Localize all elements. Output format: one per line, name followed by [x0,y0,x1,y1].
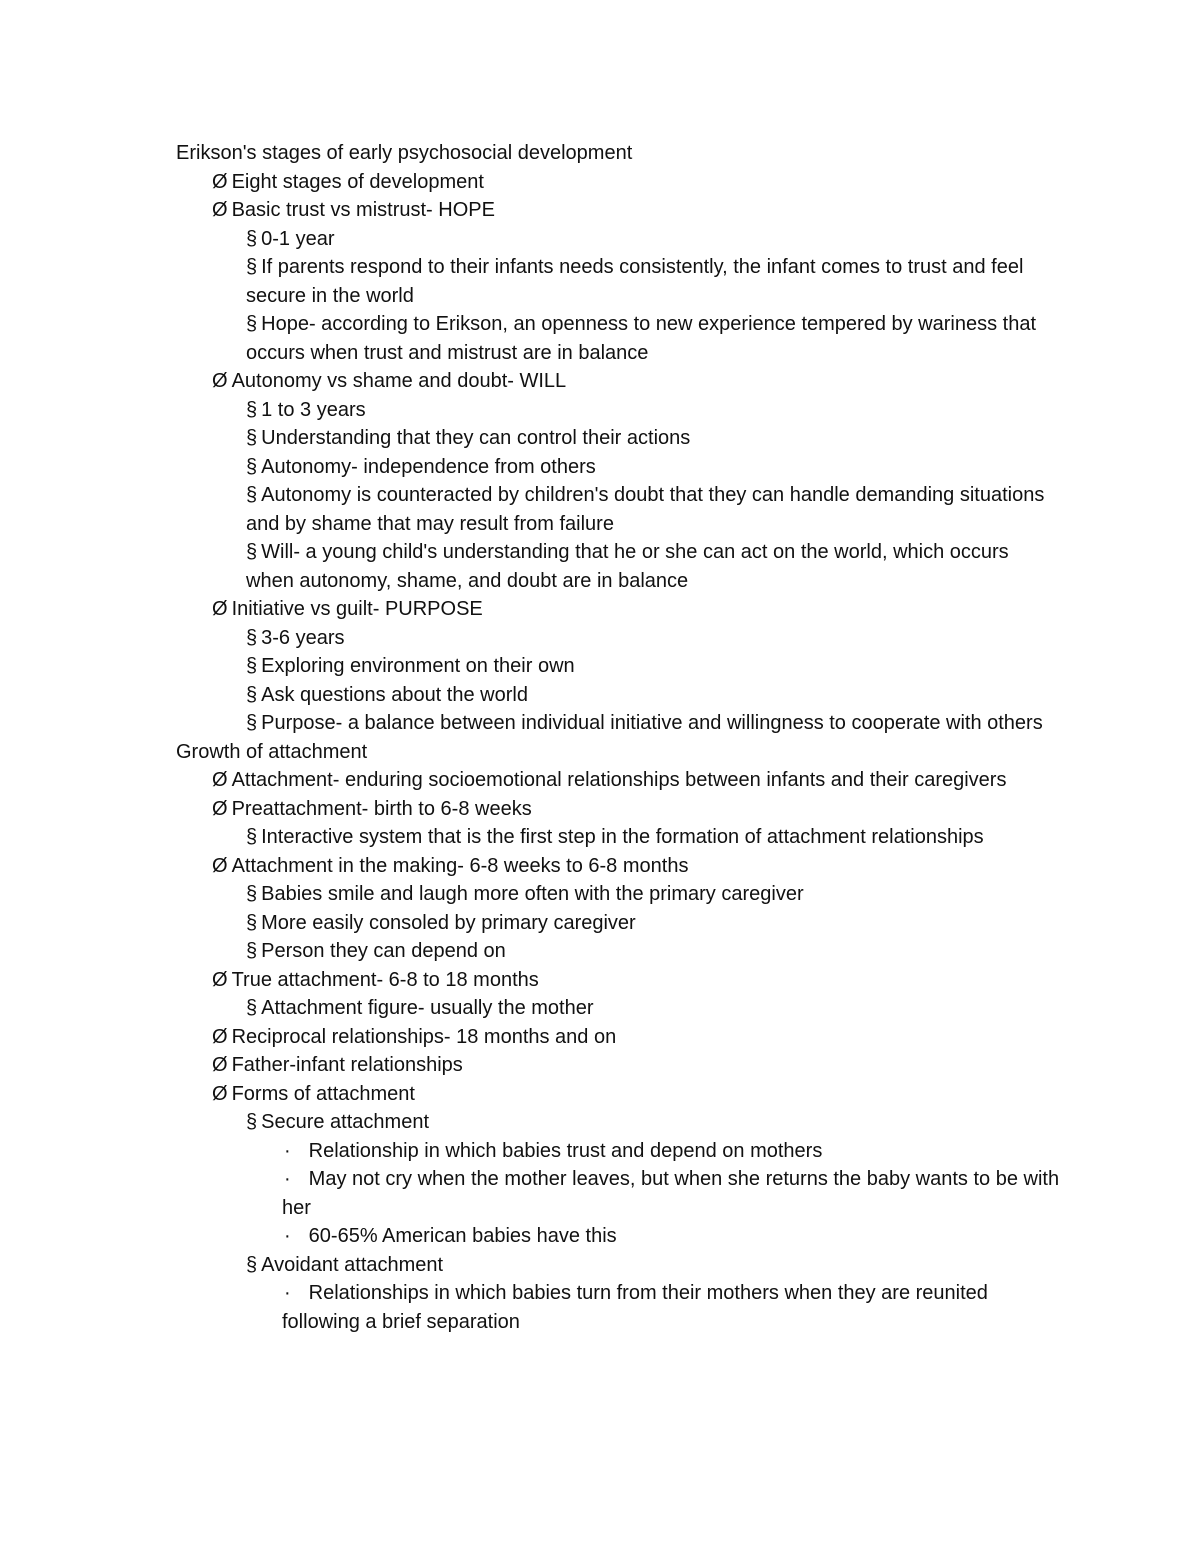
outline-item [246,994,1058,1023]
outline-item [246,424,1058,453]
section-bullet-icon: § [246,484,258,506]
outline-text: 0-1 year [261,227,335,250]
outline-item [246,880,1058,909]
outline-item [246,624,1058,653]
outline-item [246,310,1058,367]
outline-item [246,823,1058,852]
outline-item [212,1051,1062,1080]
outline-item [282,1137,1062,1166]
outline-item [246,937,1058,966]
outline-text: Father-infant relationships [231,1054,463,1076]
arrow-bullet-icon: Ø [212,797,228,820]
arrow-bullet-icon: Ø [212,854,228,877]
section-bullet-icon: § [246,826,258,848]
dot-bullet-icon: · [284,1225,291,1247]
section-bullet-icon: § [246,626,258,649]
section-heading [176,139,1076,168]
outline-item [246,253,1058,310]
outline-text: 3-6 years [261,626,345,649]
outline-item [212,795,1062,824]
outline-text: Purpose- a balance between individual initiative and willingness to cooperate with others [261,712,1043,734]
outline-item [212,966,1062,995]
outline-text: If parents respond to their infants needs consistently, the infant comes to trust and feel secure in the world [246,256,1024,307]
outline-text: 1 to 3 years [261,398,366,421]
section-bullet-icon: § [246,256,258,278]
section-bullet-icon: § [246,911,258,934]
arrow-bullet-icon: Ø [212,769,228,791]
outline-text: Basic trust vs mistrust- HOPE [231,199,495,221]
section-bullet-icon: § [246,940,258,962]
outline-item [212,1023,1062,1052]
outline-item [246,652,1058,681]
outline-item [282,1222,1062,1251]
outline-text: Attachment figure- usually the mother [261,997,594,1019]
document-body [0,139,1200,1336]
section-bullet-icon: § [246,655,258,677]
section-bullet-icon: § [246,427,258,449]
outline-item [212,595,1062,624]
outline-item [212,1080,1062,1109]
outline-text: Understanding that they can control their actions [261,427,691,449]
outline-text: Preattachment- birth to 6-8 weeks [231,797,532,820]
outline-item [282,1165,1062,1222]
outline-text: Hope- according to Erikson, an openness to new experience tempered by wariness that occurs when trust and mistrust are in balance [246,313,1037,364]
outline-text: True attachment- 6-8 to 18 months [231,968,539,991]
section-bullet-icon: § [246,455,258,478]
arrow-bullet-icon: Ø [212,1054,228,1076]
outline-text: Person they can depend on [261,940,506,962]
outline-text: Autonomy- independence from others [261,455,596,478]
outline-text: Exploring environment on their own [261,655,575,677]
section-bullet-icon: § [246,683,258,706]
dot-bullet-icon: · [284,1139,291,1162]
arrow-bullet-icon: Ø [212,598,228,620]
outline-text: Relationship in which babies trust and depend on mothers [308,1139,823,1162]
section-bullet-icon: § [246,313,258,335]
outline-item [246,909,1058,938]
outline-item [246,481,1058,538]
arrow-bullet-icon: Ø [212,199,228,221]
outline-item [246,538,1058,595]
outline-text: Initiative vs guilt- PURPOSE [231,598,483,620]
outline-item [246,225,1058,254]
outline-text: More easily consoled by primary caregiver [261,911,636,934]
outline-item [282,1279,1062,1336]
section-bullet-icon: § [246,1253,258,1276]
section-bullet-icon: § [246,883,258,905]
outline-item [246,396,1058,425]
outline-text: Autonomy vs shame and doubt- WILL [231,370,567,392]
outline-text: Ask questions about the world [261,683,528,706]
arrow-bullet-icon: Ø [212,1025,228,1048]
arrow-bullet-icon: Ø [212,1082,228,1105]
section-bullet-icon: § [246,712,258,734]
section-bullet-icon: § [246,1111,258,1133]
dot-bullet-icon: · [284,1282,291,1304]
outline-item [212,852,1062,881]
outline-item [246,453,1058,482]
outline-text: 60-65% American babies have this [308,1225,617,1247]
outline-text: Babies smile and laugh more often with the primary caregiver [261,883,804,905]
outline-text: Eight stages of development [231,170,484,193]
outline-text: Autonomy is counteracted by children's doubt that they can handle demanding situations and by shame that may result from failure [246,484,1045,535]
arrow-bullet-icon: Ø [212,170,228,193]
section-bullet-icon: § [246,541,258,563]
outline-text: Secure attachment [261,1111,429,1133]
arrow-bullet-icon: Ø [212,968,228,991]
outline-text: Reciprocal relationships- 18 months and on [231,1025,617,1048]
section-bullet-icon: § [246,398,258,421]
section-bullet-icon: § [246,227,258,250]
outline-text: Forms of attachment [231,1082,415,1105]
outline-item [212,196,1062,225]
outline-item [212,367,1062,396]
outline-item [212,766,1062,795]
outline-item [246,709,1058,738]
outline-text: Growth of attachment [176,740,368,763]
outline-text: Interactive system that is the first step in the formation of attachment relationships [261,826,984,848]
outline-text: Avoidant attachment [261,1253,444,1276]
outline-text: Attachment- enduring socioemotional relationships between infants and their caregivers [231,769,1007,791]
dot-bullet-icon: · [284,1168,291,1190]
outline-item [246,1251,1058,1280]
section-heading [176,738,1076,767]
outline-item [246,1108,1058,1137]
arrow-bullet-icon: Ø [212,370,228,392]
outline-text: May not cry when the mother leaves, but when she returns the baby wants to be with her [282,1168,1060,1219]
outline-item [212,168,1062,197]
outline-text: Relationships in which babies turn from their mothers when they are reunited following a brief separation [282,1282,988,1333]
section-bullet-icon: § [246,997,258,1019]
outline-item [246,681,1058,710]
outline-text: Attachment in the making- 6-8 weeks to 6-8 months [231,854,689,877]
outline-text: Erikson's stages of early psychosocial development [176,142,633,164]
outline-text: Will- a young child's understanding that he or she can act on the world, which occurs when autonomy, shame, and doubt are in balance [246,541,1009,592]
